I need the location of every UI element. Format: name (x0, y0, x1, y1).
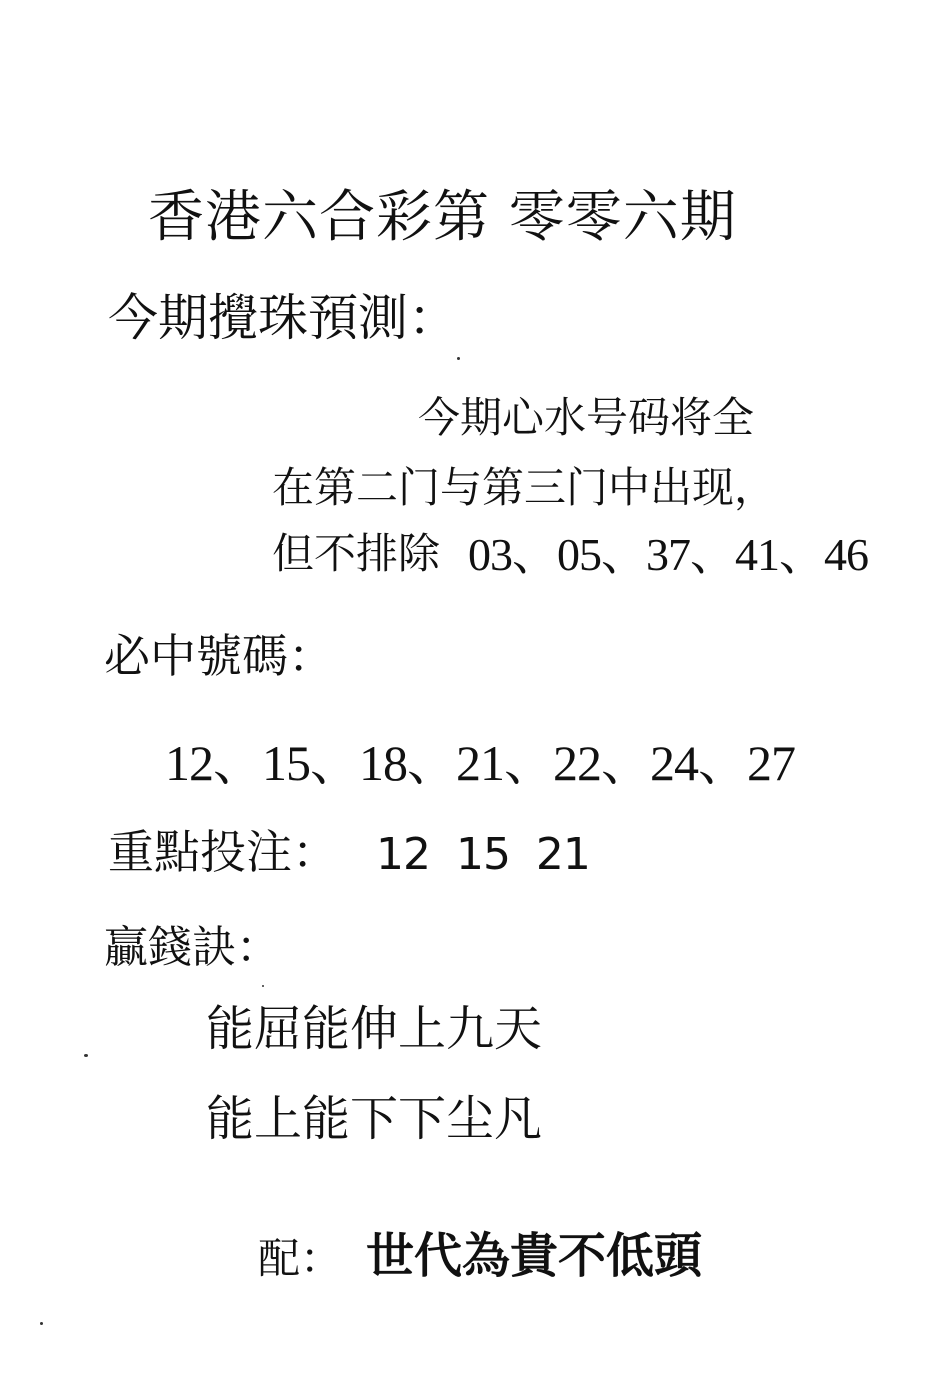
win-secret-heading: 贏錢訣： (104, 922, 280, 973)
focus-bet-label: 重點投注： (108, 825, 338, 879)
prediction-excluded-numbers: 03、05、37、41、46 (468, 529, 868, 580)
prediction-heading: 今期攪珠預測： (108, 289, 458, 347)
win-secret-line-1: 能屈能伸上九天 (206, 1001, 543, 1057)
must-hit-numbers: 12、15、18、21、22、24、27 (165, 735, 795, 791)
win-secret-line-2: 能上能下下尘凡 (206, 1091, 543, 1147)
scan-speck (40, 1322, 43, 1325)
must-hit-heading: 必中號碼： (104, 629, 334, 683)
match-text: 世代為貴不低頭 (366, 1228, 703, 1284)
scan-speck (262, 985, 264, 987)
scan-speck (84, 1054, 88, 1057)
prediction-line-1: 今期心水号码将全 (418, 393, 755, 442)
page-title: 香港六合彩第 零零六期 (148, 185, 737, 250)
prediction-line-3-prefix: 但不排除 (272, 529, 441, 578)
match-label: 配： (258, 1234, 343, 1283)
scan-speck (457, 357, 460, 360)
focus-bet-numbers: 12 15 21 (376, 829, 590, 880)
prediction-line-2: 在第二门与第三门中出现， (272, 463, 777, 512)
